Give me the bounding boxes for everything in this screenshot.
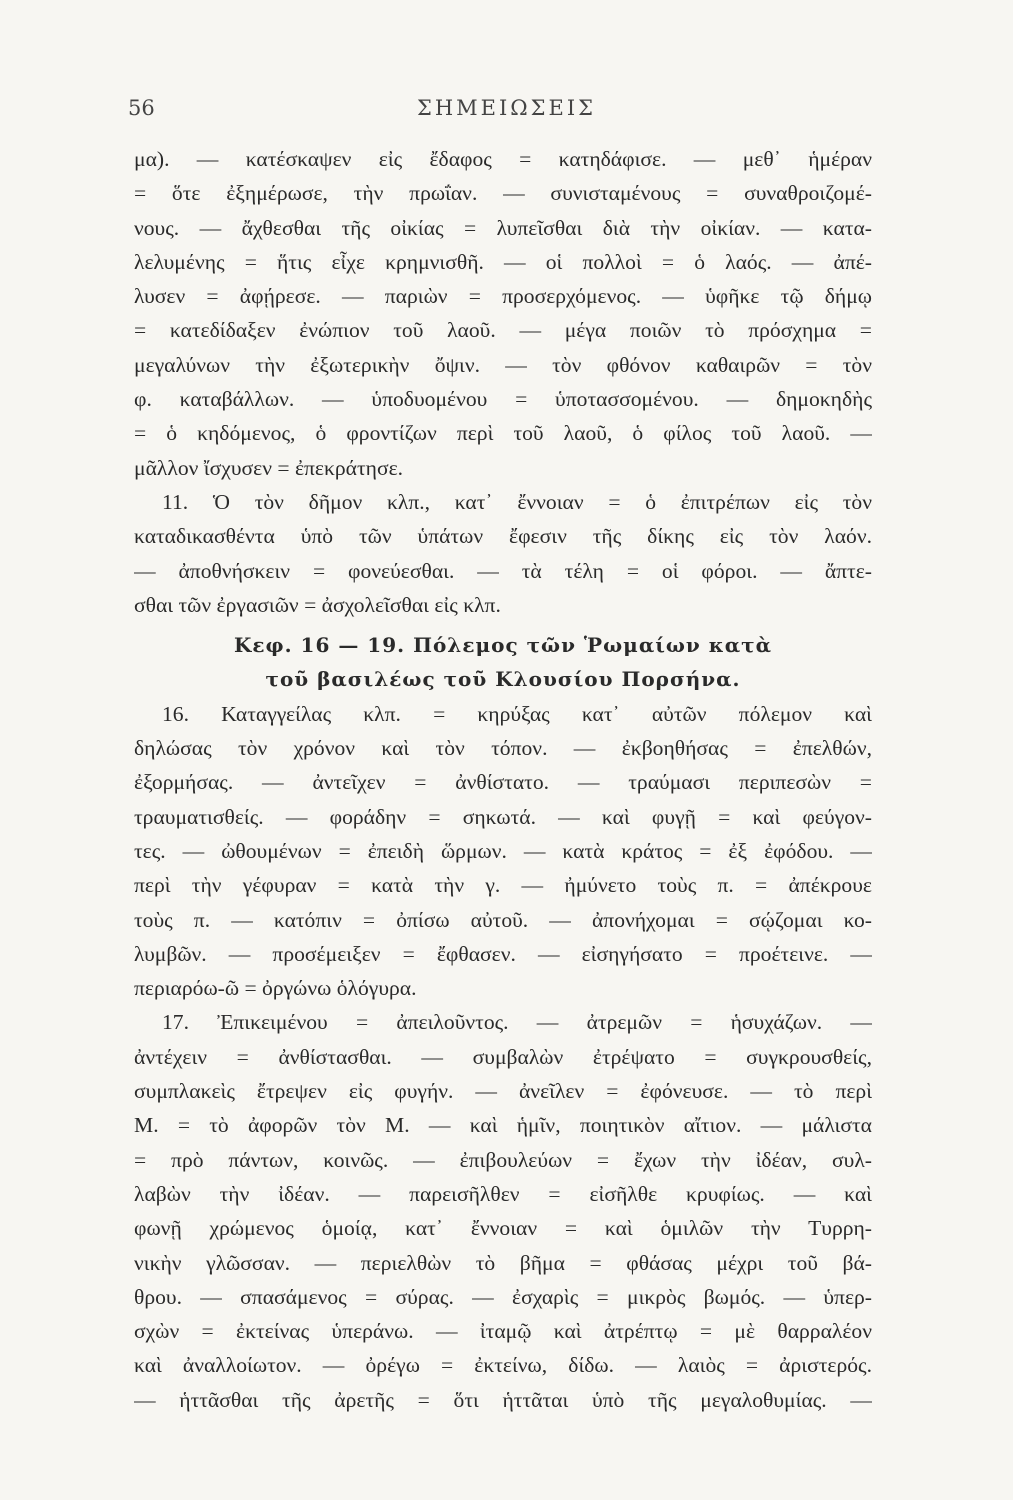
page-header [0, 96, 1013, 126]
text-line: λυσεν = ἀφῄρεσε. — παριὼν = προσερχόμενος. — ὑφῆκε τῷ δήμῳ [134, 284, 872, 309]
notes-text [134, 142, 872, 1417]
text-line: καὶ ἀναλλοίωτον. — ὀρέγω = ἐκτείνω, δίδω. — λαιὸς = ἀριστερός. [134, 1353, 872, 1378]
text-line: = ὁ κηδόμενος, ὁ φροντίζων περὶ τοῦ λαοῦ, ὁ φίλος τοῦ λαοῦ. — [134, 421, 872, 446]
text-line: μα). — κατέσκαψεν εἰς ἔδαφος = κατηδάφισε. — μεθ᾿ ἡμέραν [134, 147, 872, 171]
text-line: φωνῇ χρώμενος ὁμοίᾳ, κατ᾿ ἔννοιαν = καὶ ὁμιλῶν τὴν Τυρρη- [134, 1216, 872, 1241]
text-line: τοὺς π. — κατόπιν = ὀπίσω αὐτοῦ. — ἀπονήχομαι = σῴζομαι κο- [134, 907, 872, 932]
text-line: λαβὼν τὴν ἰδέαν. — παρεισῆλθεν = εἰσῆλθε κρυφίως. — καὶ [134, 1181, 872, 1206]
text-line: Μ. = τὸ ἀφορῶν τὸν Μ. — καὶ ἡμῖν, ποιητικὸν αἴτιον. — μάλιστα [134, 1113, 872, 1138]
text-line: μεγαλύνων τὴν ἐξωτερικὴν ὄψιν. — τὸν φθόνον καθαιρῶν = τὸν [134, 352, 872, 377]
text-line: θρου. — σπασάμενος = σύρας. — ἐσχαρὶς = μικρὸς βωμός. — ὑπερ- [134, 1284, 872, 1309]
text-line: τραυματισθείς. — φοράδην = σηκωτά. — καὶ φυγῇ = καὶ φεύγον- [134, 804, 872, 829]
text-line: — ἡττᾶσθαι τῆς ἀρετῆς = ὅτι ἡττᾶται ὑπὸ τῆς μεγαλοθυμίας. — [134, 1387, 872, 1412]
text-line: — ἀποθνήσκειν = φονεύεσθαι. — τὰ τέλη = οἱ φόροι. — ἄπτε- [134, 558, 872, 583]
text-line: δηλώσας τὸν χρόνον καὶ τὸν τόπον. — ἐκβοηθήσας = ἐπελθών, [134, 736, 872, 761]
text-line: μᾶλλον ἴσχυσεν = ἐπεκράτησε. [134, 455, 404, 480]
text-line: καταδικασθέντα ὑπὸ τῶν ὑπάτων ἔφεσιν τῆς δίκης εἰς τὸν λαόν. [134, 524, 872, 549]
text-line: σχὼν = ἐκτείνας ὑπεράνω. — ἰταμῷ καὶ ἀτρέπτῳ = μὲ θαρραλέον [134, 1319, 872, 1344]
text-line: νικὴν γλῶσσαν. — περιελθὼν τὸ βῆμα = φθάσας μέχρι τοῦ βά- [134, 1250, 872, 1275]
text-line: λυμβῶν. — προσέμειξεν = ἔφθασεν. — εἰσηγήσατο = προέτεινε. — [134, 941, 872, 966]
text-line: περὶ τὴν γέφυραν = κατὰ τὴν γ. — ἠμύνετο τοὺς π. = ἀπέκρουε [134, 873, 872, 898]
chapter-heading: τοῦ βασιλέως τοῦ Κλουσίου Πορσήνα. [265, 667, 741, 692]
text-line: = πρὸ πάντων, κοινῶς. — ἐπιβουλεύων = ἔχων τὴν ἰδέαν, συλ- [134, 1147, 872, 1172]
text-line: νους. — ἄχθεσθαι τῆς οἰκίας = λυπεῖσθαι διὰ τὴν οἰκίαν. — κατα- [134, 215, 872, 240]
chapter-heading: Κεφ. 16 — 19. Πόλεμος τῶν Ῥωμαίων κατὰ [233, 633, 772, 658]
text-line: ἀντέχειν = ἀνθίστασθαι. — συμβαλὼν ἐτρέψατο = συγκρουσθείς, [134, 1044, 872, 1069]
text-line: λελυμένης = ἥτις εἶχε κρημνισθῆ. — οἱ πολλοὶ = ὁ λαός. — ἀπέ- [134, 249, 872, 274]
text-line: φ. καταβάλλων. — ὑποδυομένου = ὑποτασσομένου. — δημοκηδὴς [134, 387, 872, 412]
text-line: = ὅτε ἐξημέρωσε, τὴν πρωΐαν. — συνισταμένους = συναθροιζομέ- [134, 181, 872, 206]
text-line: συμπλακεὶς ἔτρεψεν εἰς φυγήν. — ἀνεῖλεν = ἐφόνευσε. — τὸ περὶ [134, 1079, 872, 1104]
text-line: τες. — ὠθουμένων = ἐπειδὴ ὥρμων. — κατὰ κράτος = ἐξ ἐφόδου. — [134, 838, 872, 863]
text-line: = κατεδίδαξεν ἐνώπιον τοῦ λαοῦ. — μέγα ποιῶν τὸ πρόσχημα = [134, 318, 872, 343]
text-line: σθαι τῶν ἐργασιῶν = ἀσχολεῖσθαι εἰς κλπ. [134, 592, 501, 617]
page-number: 56 [128, 96, 155, 120]
text-line: ἐξορμήσας. — ἀντεῖχεν = ἀνθίστατο. — τραύμασι περιπεσὼν = [134, 770, 872, 795]
running-title: ΣΗΜΕΙΩΣΕΙΣ [416, 96, 597, 120]
text-line: 17. Ἐπικειμένου = ἀπειλοῦντος. — ἀτρεμῶν = ἡσυχάζων. — [162, 1010, 872, 1035]
text-line: 16. Καταγγείλας κλπ. = κηρύξας κατ᾿ αὐτῶν πόλεμον καὶ [162, 701, 872, 726]
text-line: 11. Ὁ τὸν δῆμον κλπ., κατ᾿ ἔννοιαν = ὁ ἐπιτρέπων εἰς τὸν [162, 489, 872, 514]
text-line: περιαρόω-ῶ = ὀργώνω ὁλόγυρα. [134, 976, 417, 1001]
